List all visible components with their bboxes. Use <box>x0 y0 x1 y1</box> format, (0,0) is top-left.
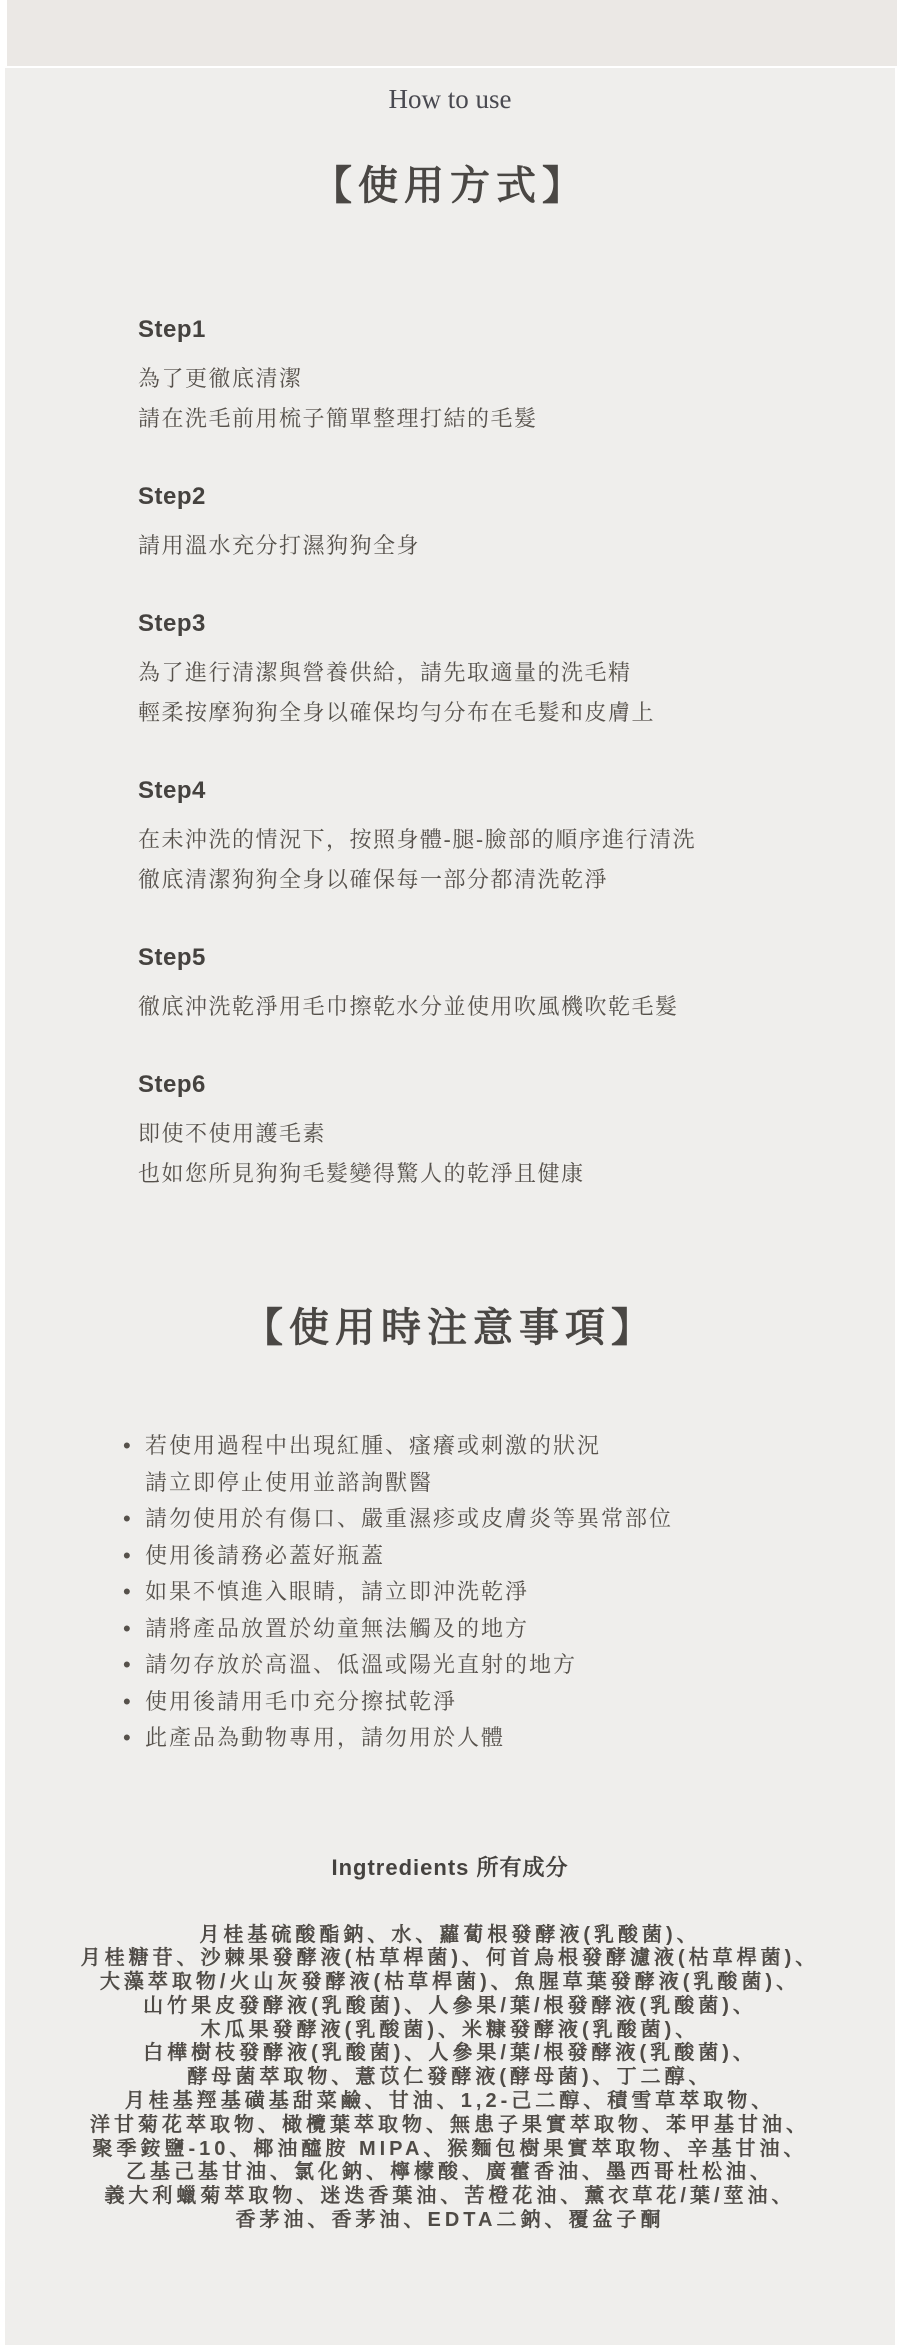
step-block-1 <box>138 316 895 439</box>
ingredient-line: 香茅油、香茅油、EDTA二鈉、覆盆子酮 <box>235 2209 665 2232</box>
step-line: 即使不使用護毛素 <box>138 1121 327 1146</box>
caution-item <box>121 1428 895 1501</box>
step-line: 請用溫水充分打濕狗狗全身 <box>138 533 421 558</box>
caution-item <box>121 1720 895 1757</box>
usage-steps <box>138 316 895 1194</box>
ingredient-line: 聚季銨鹽-10、椰油醯胺 MIPA、猴麵包樹果實萃取物、辛基甘油、 <box>92 2137 808 2160</box>
step-block-4 <box>138 777 895 900</box>
caution-line: • 使用後請務必蓋好瓶蓋 <box>145 1542 386 1568</box>
step-line: 為了更徹底清潔 <box>138 366 303 391</box>
step-label: Step1 <box>138 316 206 343</box>
caution-line: • 請勿使用於有傷口、嚴重濕疹或皮膚炎等異常部位 <box>145 1506 674 1531</box>
caution-line: • 此產品為動物專用，請勿用於人體 <box>145 1725 506 1750</box>
caution-item <box>121 1501 895 1538</box>
step-block-6 <box>138 1071 895 1194</box>
step-label: Step2 <box>138 483 206 510</box>
step-block-3 <box>138 610 895 733</box>
usage-section-heading: 【使用方式】 <box>312 164 588 208</box>
ingredient-line: 白樺樹枝發酵液(乳酸菌)、人參果/葉/根發酵液(乳酸菌)、 <box>143 2042 757 2065</box>
step-block-2 <box>138 483 895 566</box>
ingredient-line: 山竹果皮發酵液(乳酸菌)、人參果/葉/根發酵液(乳酸菌)、 <box>143 1994 757 2017</box>
step-line: 請在洗毛前用梳子簡單整理打結的毛髮 <box>138 406 538 431</box>
step-line: 也如您所見狗狗毛髮變得驚人的乾淨且健康 <box>138 1161 585 1186</box>
caution-item <box>121 1647 895 1684</box>
ingredients-heading: Ingtredients 所有成分 <box>331 1854 569 1880</box>
ingredient-line: 洋甘菊花萃取物、橄欖葉萃取物、無患子果實萃取物、苯甲基甘油、 <box>90 2113 810 2136</box>
caution-item <box>121 1611 895 1648</box>
how-to-use-label: How to use <box>388 84 512 114</box>
caution-line: • 若使用過程中出現紅腫、瘙癢或刺激的狀況 <box>145 1433 602 1458</box>
step-label: Step4 <box>138 777 206 804</box>
step-line: 在未沖洗的情況下，按照身體-腿-臉部的順序進行清洗 <box>138 827 697 852</box>
caution-line: • 請將產品放置於幼童無法觸及的地方 <box>145 1615 530 1641</box>
caution-item <box>121 1538 895 1575</box>
caution-line: • 請勿存放於高溫、低溫或陽光直射的地方 <box>145 1652 578 1677</box>
ingredient-line: 義大利蠟菊萃取物、迷迭香葉油、苦橙花油、薰衣草花/葉/莖油、 <box>104 2185 796 2208</box>
ingredient-line: 月桂糖苷、沙棘果發酵液(枯草桿菌)、何首烏根發酵濾液(枯草桿菌)、 <box>80 1947 820 1970</box>
step-line: 徹底沖洗乾淨用毛巾擦乾水分並使用吹風機吹乾毛髮 <box>138 994 679 1019</box>
step-line: 輕柔按摩狗狗全身以確保均勻分布在毛髮和皮膚上 <box>138 700 656 725</box>
content-sheet <box>5 68 895 2345</box>
caution-line: 請立即停止使用並諮詢獸醫 <box>145 1469 434 1495</box>
ingredient-line: 木瓜果發酵液(乳酸菌)、米糠發酵液(乳酸菌)、 <box>200 2018 700 2041</box>
step-block-5 <box>138 944 895 1027</box>
step-label: Step6 <box>138 1071 206 1098</box>
ingredient-line: 乙基己基甘油、氯化鈉、檸檬酸、廣藿香油、墨西哥杜松油、 <box>126 2161 774 2184</box>
ingredient-line: 月桂基羥基磺基甜菜鹼、甘油、1,2-己二醇、積雪草萃取物、 <box>124 2090 776 2113</box>
ingredient-line: 月桂基硫酸酯鈉、水、蘿蔔根發酵液(乳酸菌)、 <box>199 1923 701 1946</box>
ingredients-list <box>5 1924 895 2233</box>
caution-list <box>121 1428 895 1757</box>
caution-item <box>121 1684 895 1721</box>
step-line: 為了進行清潔與營養供給，請先取適量的洗毛精 <box>138 660 632 685</box>
ingredient-line: 酵母菌萃取物、薏苡仁發酵液(酵母菌)、丁二醇、 <box>187 2066 713 2089</box>
ingredient-line: 大藻萃取物/火山灰發酵液(枯草桿菌)、魚腥草葉發酵液(乳酸菌)、 <box>99 1971 801 1994</box>
step-line: 徹底清潔狗狗全身以確保每一部分都清洗乾淨 <box>138 867 609 892</box>
caution-item <box>121 1574 895 1611</box>
step-label: Step3 <box>138 610 206 637</box>
top-band <box>7 0 897 66</box>
caution-line: • 如果不慎進入眼睛，請立即沖洗乾淨 <box>145 1579 530 1604</box>
caution-section-heading: 【使用時注意事項】 <box>243 1306 657 1350</box>
caution-line: • 使用後請用毛巾充分擦拭乾淨 <box>145 1688 458 1714</box>
step-label: Step5 <box>138 944 206 971</box>
